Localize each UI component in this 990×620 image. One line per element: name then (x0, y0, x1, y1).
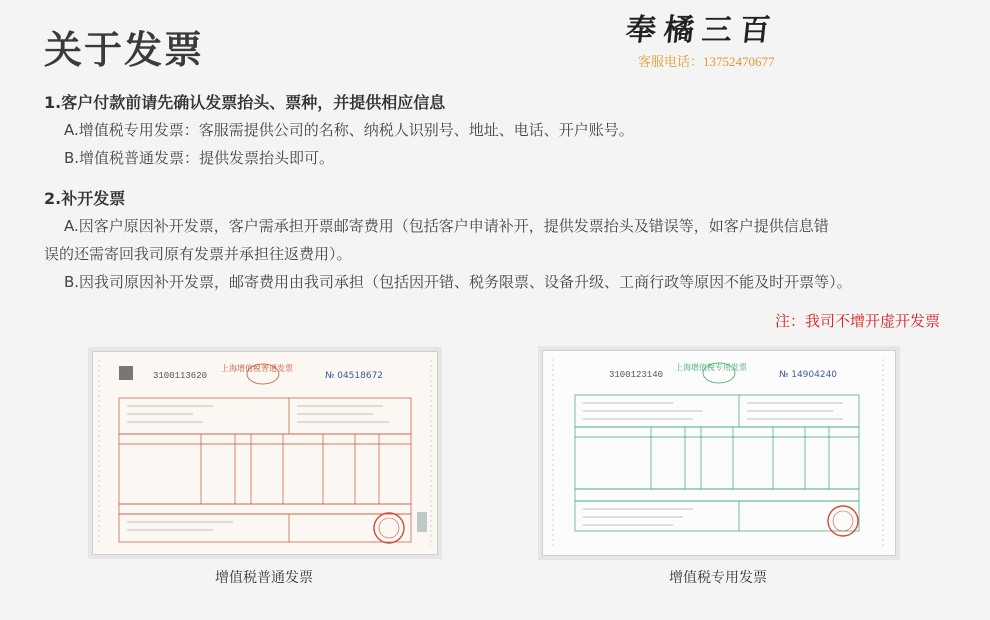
page-title: 关于发票 (44, 28, 205, 72)
section-1-line-a: A.增值税专用发票：客服需提供公司的名称、纳税人识别号、地址、电话、开户账号。 (64, 121, 634, 139)
invoice-code: 3100123140 (609, 370, 664, 380)
invoice-code: 3100113620 (153, 371, 208, 381)
invoice-number: № 14904240 (779, 370, 838, 380)
brand-logo (626, 10, 796, 72)
notice-text: 注：我司不增开虚开发票 (774, 312, 940, 330)
invoice-header: 上海增值税专用发票 (675, 363, 747, 372)
section-2-title: 2.补开发票 (44, 189, 126, 208)
section-2-line-a1: A.因客户原因补开发票，客户需承担开票邮寄费用（包括客户申请补开，提供发票抬头及错误等，如客户提供信息错 (64, 217, 829, 235)
section-1-title: 1.客户付款前请先确认发票抬头、票种，并提供相应信息 (44, 93, 446, 112)
qr-code-icon (119, 366, 133, 380)
invoice-header: 上海增值税普通发票 (221, 364, 293, 373)
brand-name: 奉橘三百 (624, 13, 780, 48)
special-invoice-drawing (543, 351, 895, 555)
special-invoice-caption: 增值税专用发票 (669, 570, 767, 586)
general-invoice-drawing (93, 352, 437, 554)
section-2-line-b: B.因我司原因补开发票，邮寄费用由我司承担（包括因开错、税务限票、设备升级、工商行政等原因不能及时开票等）。 (64, 273, 852, 291)
general-invoice-image (92, 351, 438, 555)
section-1-line-b: B.增值税普通发票：提供发票抬头即可。 (64, 149, 335, 167)
invoice-info (44, 90, 944, 296)
customer-service-phone: 客服电话：13752470677 (638, 54, 775, 69)
special-invoice-image (542, 350, 896, 556)
general-invoice-caption: 增值税普通发票 (215, 570, 313, 586)
invoice-number: № 04518672 (325, 371, 384, 381)
section-2-line-a2: 误的还需寄回我司原有发票并承担往返费用）。 (44, 245, 352, 263)
